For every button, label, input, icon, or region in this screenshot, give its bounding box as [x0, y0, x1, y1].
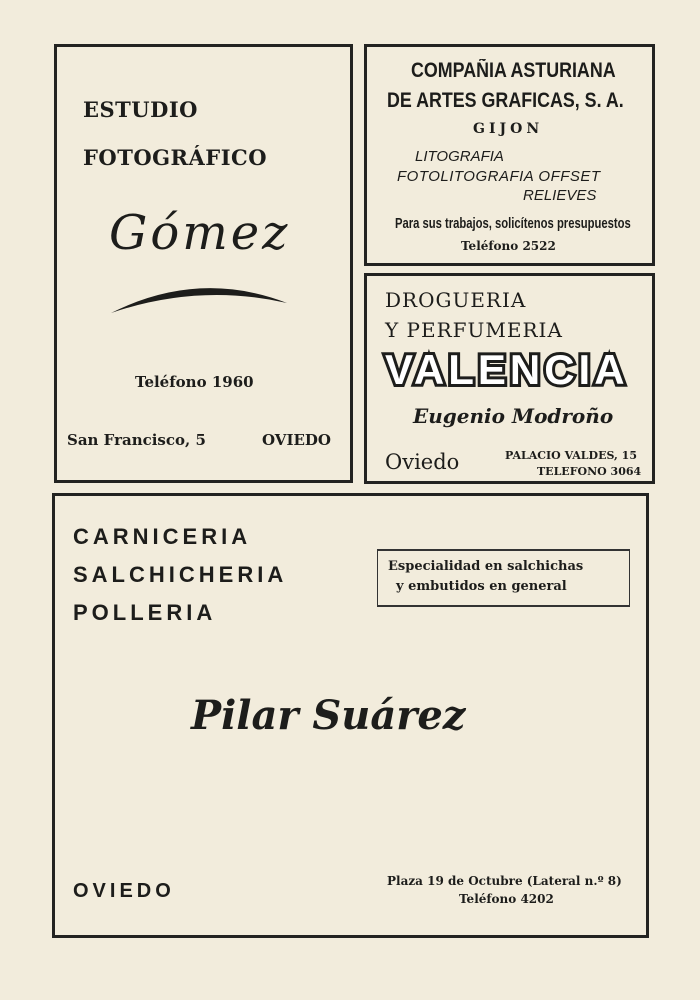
ad-heading: DE ARTES GRAFICAS, S. A.: [387, 89, 624, 112]
ad-carniceria-pilar-suarez: [52, 493, 649, 938]
business-name: Pilar Suárez: [191, 692, 466, 739]
service: LITOGRAFIA: [415, 148, 504, 165]
specialty-text: Especialidad en salchichas: [388, 559, 584, 574]
tagline: Para sus trabajos, solicítenos presupuestos: [395, 215, 631, 232]
ad-heading: SALCHICHERIA: [73, 562, 288, 587]
ad-heading: CARNICERIA: [73, 524, 252, 549]
business-name: Gómez: [109, 205, 291, 261]
address: PALACIO VALDES, 15: [505, 449, 637, 462]
service: RELIEVES: [523, 187, 597, 204]
phone: Teléfono 2522: [461, 239, 556, 253]
specialty-text: y embutidos en general: [396, 579, 567, 594]
ad-heading: ESTUDIO: [83, 97, 198, 122]
ad-estudio-fotografico-gomez: [54, 44, 353, 483]
ad-drogueria-valencia: [364, 273, 655, 484]
specialty-box: [377, 549, 630, 607]
city: GIJON: [473, 121, 544, 137]
owner-name: Eugenio Modroño: [413, 404, 614, 428]
phone: Teléfono 4202: [459, 892, 554, 906]
ad-compania-asturiana: [364, 44, 655, 266]
decorative-swash-icon: [109, 277, 289, 317]
city: Oviedo: [385, 450, 460, 474]
city: OVIEDO: [262, 431, 331, 449]
ad-heading: POLLERIA: [73, 600, 217, 625]
ad-heading: COMPAÑIA ASTURIANA: [411, 59, 616, 82]
address: San Francisco, 5: [67, 431, 206, 449]
service: FOTOLITOGRAFIA OFFSET: [397, 168, 601, 185]
phone: Teléfono 1960: [135, 373, 254, 391]
address: Plaza 19 de Octubre (Lateral n.º 8): [387, 874, 622, 888]
ad-heading: FOTOGRÁFICO: [83, 145, 268, 170]
ad-heading: Y PERFUMERIA: [385, 318, 563, 342]
city: OVIEDO: [73, 880, 175, 902]
phone: TELEFONO 3064: [537, 465, 642, 478]
ad-heading: DROGUERIA: [385, 288, 527, 312]
business-name: VALENCIA: [385, 346, 629, 393]
